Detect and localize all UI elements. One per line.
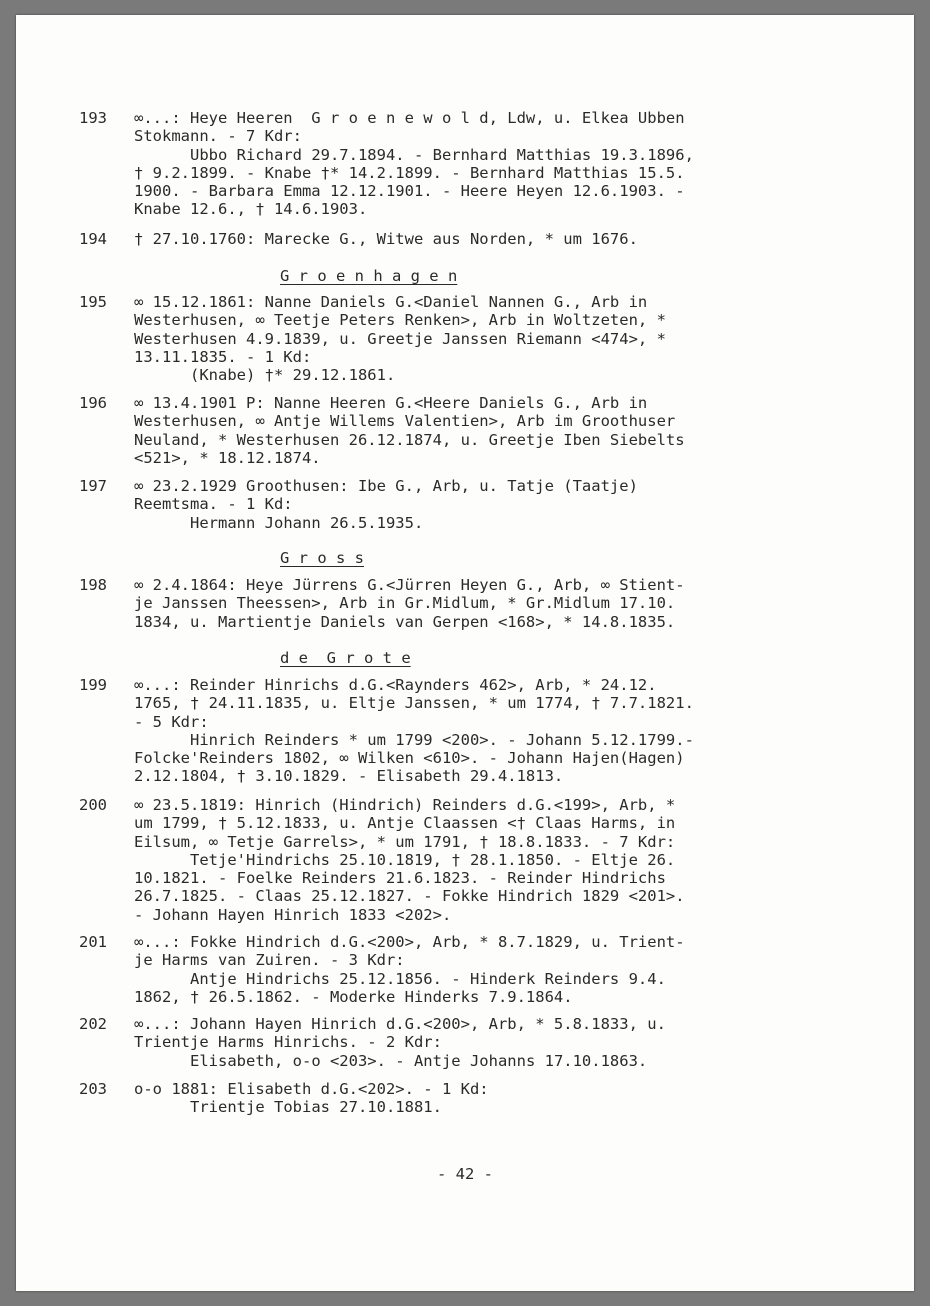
entry-text: † 27.10.1760: Marecke G., Witwe aus Norden, * um 1676. [134,230,638,248]
section-heading-de-grote: d e G r o t e [280,649,411,667]
page-number: - 42 - [437,1165,493,1183]
entry-number: 202 [79,1015,107,1033]
section-heading-groenhagen: G r o e n h a g e n [280,267,458,285]
entry-text: ∞ 23.2.1929 Groothusen: Ibe G., Arb, u. Tatje (Taatje) Reemtsma. - 1 Kd: Hermann Johann 26.5.1935. [134,477,638,532]
entry-text: ∞...: Johann Hayen Hinrich d.G.<200>, Arb, * 5.8.1833, u. Trientje Harms Hinrichs. - 2 Kdr: Elisabeth, o-o <203>. - Antje Johanns 17.10.1863. [134,1015,666,1070]
entry-number: 193 [79,109,107,127]
entry-number: 194 [79,230,107,248]
document-page [16,15,914,1291]
entry-number: 200 [79,796,107,814]
entry-number: 196 [79,394,107,412]
entry-number: 197 [79,477,107,495]
entry-text: o-o 1881: Elisabeth d.G.<202>. - 1 Kd: Trientje Tobias 27.10.1881. [134,1080,489,1117]
entry-number: 198 [79,576,107,594]
entry-text: ∞ 23.5.1819: Hinrich (Hindrich) Reinders d.G.<199>, Arb, * um 1799, † 5.12.1833, u. Antje Claassen <† Claas Harms, in Eilsum, ∞ Tetje Garrels>, * um 1791, † 18.8.1833. - 7 Kdr: Tetje'Hindrichs 25.10.1819, † 28.1.1850. - Eltje 26. 10.1821. - Foelke Reinders 21.6.1823. - Reinder Hindrichs 26.7.1825. - Claas 25.12.1827. - Fokke Hindrich 1829 <201>. - Johann Hayen Hinrich 1833 <202>. [134,796,685,924]
entry-number: 199 [79,676,107,694]
entry-number: 203 [79,1080,107,1098]
entry-list [16,15,914,1291]
entry-text: ∞...: Fokke Hindrich d.G.<200>, Arb, * 8.7.1829, u. Trient- je Harms van Zuiren. - 3 Kdr: Antje Hindrichs 25.12.1856. - Hinderk Reinders 9.4. 1862, † 26.5.1862. - Moderke Hinderks 7.9.1864. [134,933,685,1006]
entry-number: 201 [79,933,107,951]
entry-text: ∞ 13.4.1901 P: Nanne Heeren G.<Heere Daniels G., Arb in Westerhusen, ∞ Antje Willems Valentien>, Arb im Groothuser Neuland, * Westerhusen 26.12.1874, u. Greetje Iben Siebelts <521>, * 18.12.1874. [134,394,685,467]
entry-text: ∞...: Reinder Hinrichs d.G.<Raynders 462>, Arb, * 24.12. 1765, † 24.11.1835, u. Eltje Janssen, * um 1774, † 7.7.1821. - 5 Kdr: Hinrich Reinders * um 1799 <200>. - Johann 5.12.1799.- Folcke'Reinders 1802, ∞ Wilken <610>. - Johann Hajen(Hagen) 2.12.1804, † 3.10.1829. - Elisabeth 29.4.1813. [134,676,694,786]
entry-text: ∞...: Heye Heeren G r o e n e w o l d, Ldw, u. Elkea Ubben Stokmann. - 7 Kdr: Ubbo Richard 29.7.1894. - Bernhard Matthias 19.3.1896, † 9.2.1899. - Knabe †* 14.2.1899. - Bernhard Matthias 15.5. 1900. - Barbara Emma 12.12.1901. - Heere Heyen 12.6.1903. - Knabe 12.6., † 14.6.1903. [134,109,694,219]
entry-text: ∞ 2.4.1864: Heye Jürrens G.<Jürren Heyen G., Arb, ∞ Stient- je Janssen Theessen>, Arb in Gr.Midlum, * Gr.Midlum 17.10. 1834, u. Martientje Daniels van Gerpen <168>, * 14.8.1835. [134,576,685,631]
entry-number: 195 [79,293,107,311]
entry-text: ∞ 15.12.1861: Nanne Daniels G.<Daniel Nannen G., Arb in Westerhusen, ∞ Teetje Peters Renken>, Arb in Woltzeten, * Westerhusen 4.9.1839, u. Greetje Janssen Riemann <474>, * 13.11.1835. - 1 Kd: (Knabe) †* 29.12.1861. [134,293,666,385]
section-heading-gross: G r o s s [280,549,364,567]
